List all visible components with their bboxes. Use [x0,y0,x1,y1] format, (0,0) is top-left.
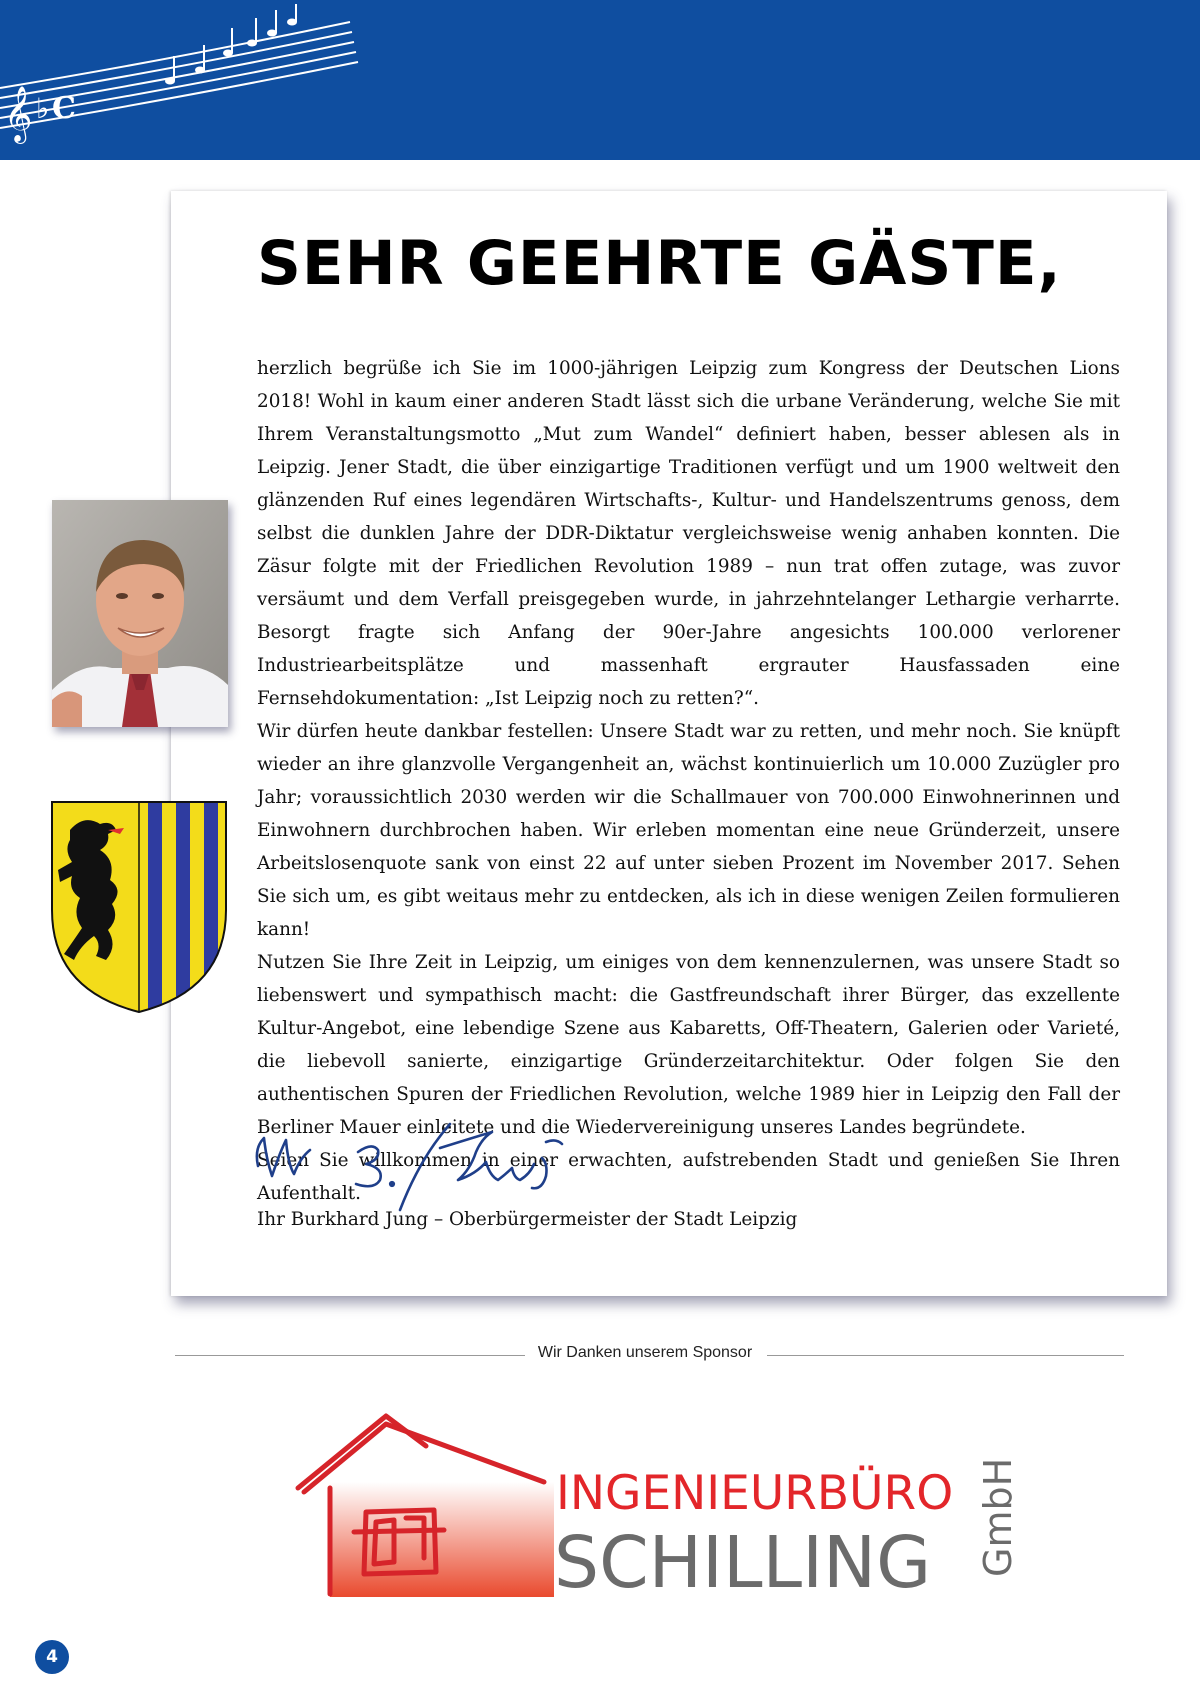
sponsor-name-line2: SCHILLING [554,1521,932,1604]
signature-icon [250,1118,580,1218]
page-number: 4 [35,1640,69,1674]
svg-text:𝄞: 𝄞 [4,86,33,142]
letter-body [257,352,1120,1210]
letter-paragraph: herzlich begrüße ich Sie im 1000-jährigen Leipzig zum Kongress der Deutschen Lions 2018! Wohl in kaum einer anderen Stadt lässt sich die urbane Veränderung, welche Sie mit Ihrem Veranstaltungsmotto „Mut zum Wandel“ definiert haben, besser ablesen als in Leipzig. Jener Stadt, die über einzigartige Traditionen verfügt und um 1900 weltweit den glänzenden Ruf eines legendären Wirtschafts-, Kultur- und Handelszentrums genoss, dem selbst die dunklen Jahre der DDR-Diktatur vergleichsweise wenig anhaben konnten. Die Zäsur folgte mit der Friedlichen Revolution 1989 – nun trat offen zutage, was zuvor versäumt und dem Verfall preisgegeben wurde, in jahrzehntelanger Lethargie verharrte. Besorgt fragte sich Anfang der 90er-Jahre angesichts 100.000 verlorener Industriearbeitsplätze und massenhaft ergrauter Hausfassaden eine Fernsehdokumentation: „Ist Leipzig noch zu retten?“. [257,358,1120,709]
header-band [0,0,1200,160]
sponsor-divider-right [767,1355,1124,1356]
leipzig-coat-of-arms-icon [50,800,228,1014]
sponsor-name-line1: INGENIEURBÜRO [556,1466,954,1521]
sponsor-label: Wir Danken unserem Sponsor [537,1344,753,1361]
letter-paragraph: Seien Sie willkommen in einer erwachten, aufstrebenden Stadt und genießen Sie Ihren Aufenthalt. [257,1150,1120,1204]
sponsor-divider-left [175,1355,525,1356]
music-staff-icon [0,0,380,160]
svg-text:C: C [52,91,76,126]
house-logo-icon [294,1412,554,1597]
letter-paragraph: Wir dürfen heute dankbar festellen: Unsere Stadt war zu retten, und mehr noch. Sie knüpft wieder an ihre glanzvolle Vergangenheit an, wächst kontinuierlich um 10.000 Zuzügler pro Jahr; voraussichtlich 2030 werden wir die Schallmauer von 700.000 Einwohnerinnen und Einwohnern durchbrochen haben. Wir erleben momentan eine neue Gründerzeit, unsere Arbeitslosenquote sank von einst 22 auf unter sieben Prozent im November 2017. Sehen Sie sich um, es gibt weitaus mehr zu entdecken, als ich in diese wenigen Zeilen formulieren kann! [257,721,1120,940]
page-title: SEHR GEEHRTE GÄSTE, [257,228,1062,299]
letter-closing: Ihr Burkhard Jung – Oberbürgermeister der Stadt Leipzig [257,1209,798,1230]
letter-paragraph: Nutzen Sie Ihre Zeit in Leipzig, um einiges von dem kennenzulernen, was unsere Stadt so liebenswert und sympathisch macht: die Gastfreundschaft ihrer Bürger, das exzellente Kultur-Angebot, eine lebendige Szene aus Kabaretts, Off-Theatern, Galerien oder Varieté, die liebevoll sanierte, einzigartige Gründerzeitarchitektur. Oder folgen Sie den authentischen Spuren der Friedlichen Revolution, welche 1989 hier in Leipzig den Fall der Berliner Mauer einleitete und die Wiedervereinigung unseres Landes begründete. [257,952,1120,1138]
svg-text:♭: ♭ [36,92,50,125]
sponsor-name-suffix: GmbH [976,1457,1020,1577]
portrait-photo-icon [52,500,228,727]
